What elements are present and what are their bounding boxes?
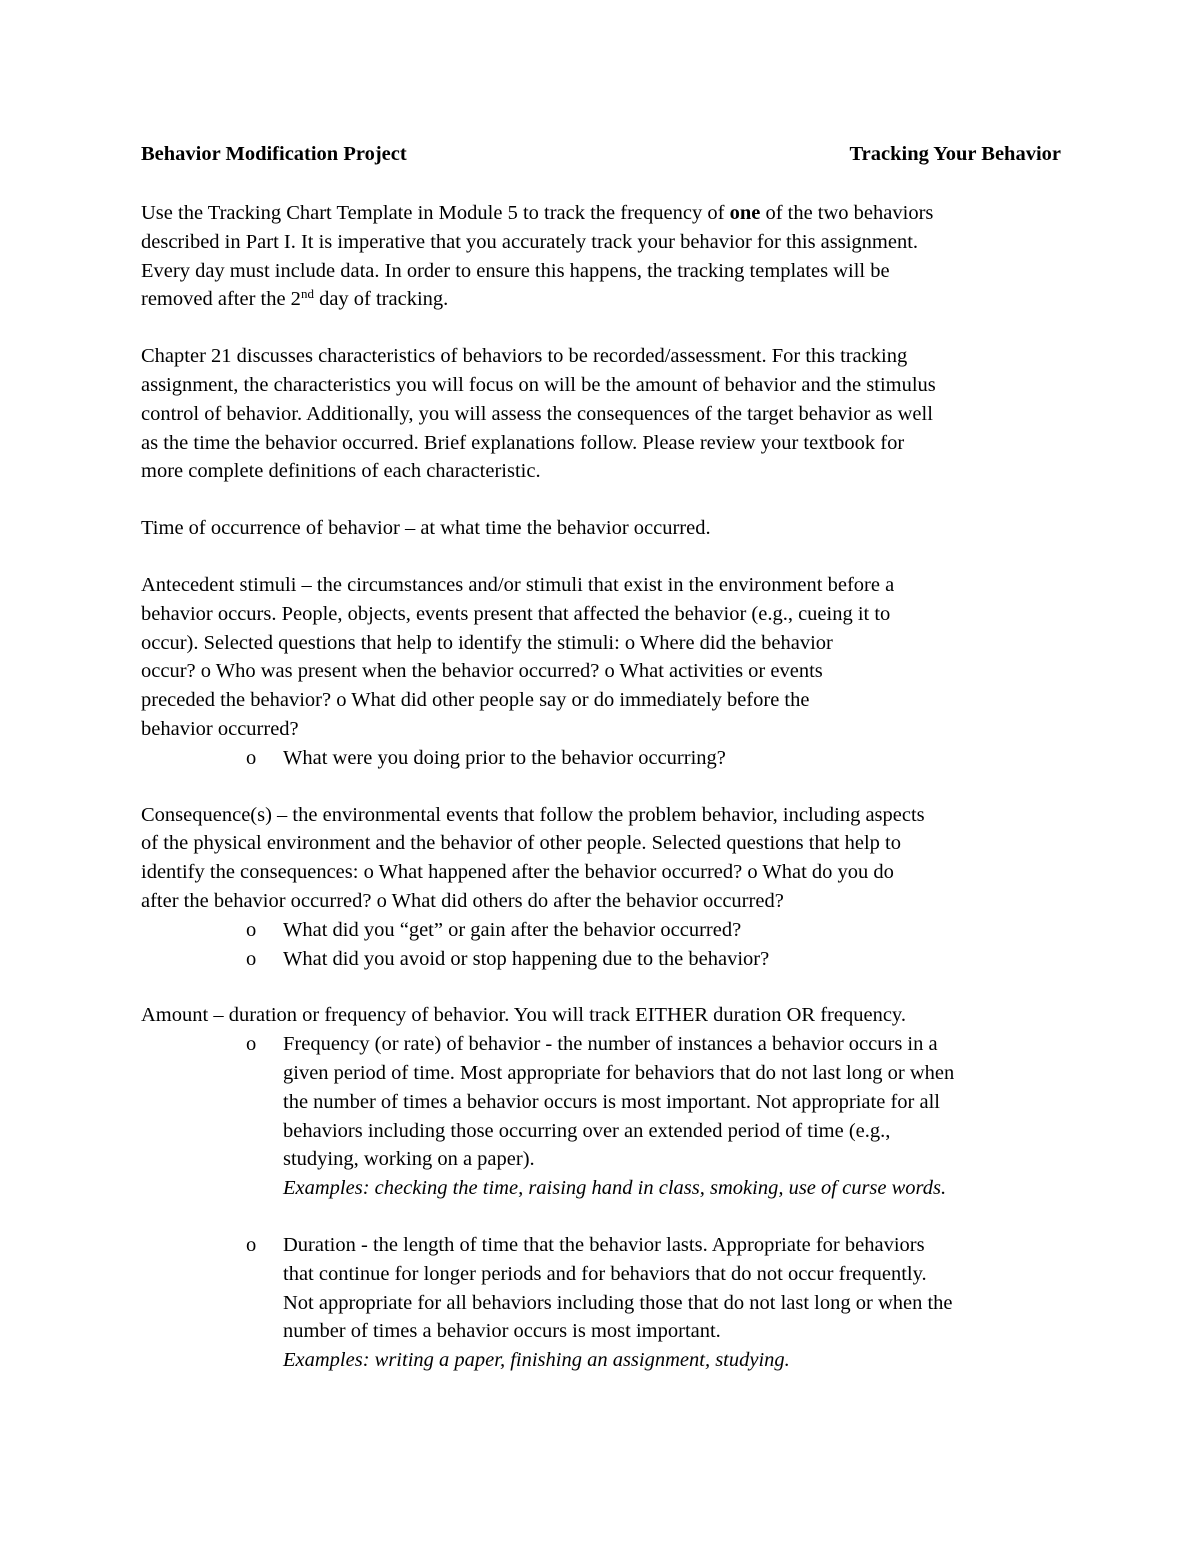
consequence-line: after the behavior occurred? o What did others do after the behavior occurred?	[141, 889, 784, 912]
document-header	[141, 140, 1061, 169]
duration-paragraph	[141, 1231, 1061, 1375]
frequency-line: behaviors including those occurring over an extended period of time (e.g.,	[283, 1119, 891, 1142]
chapter-line: more complete definitions of each characteristic.	[141, 460, 541, 483]
chapter-line: Chapter 21 discusses characteristics of behaviors to be recorded/assessment. For this tracking	[141, 345, 908, 368]
document-page	[141, 140, 1061, 1403]
duration-line: Not appropriate for all behaviors including those that do not last long or when the	[283, 1291, 953, 1314]
project-title: Behavior Modification Project	[141, 143, 407, 165]
antecedent-line: occur? o Who was present when the behavior occurred? o What activities or events	[141, 660, 823, 683]
intro-line-1: Use the Tracking Chart Template in Module 5 to track the frequency of one of the two behaviors	[141, 202, 934, 224]
frequency-line: the number of times a behavior occurs is most important. Not appropriate for all	[283, 1090, 940, 1113]
amount-intro: Amount – duration or frequency of behavior. You will track EITHER duration OR frequency.	[141, 1004, 906, 1027]
antecedent-line: behavior occurred?	[141, 717, 299, 740]
list-item: o What did you avoid or stop happening due to the behavior?	[141, 945, 1061, 974]
antecedent-line: preceded the behavior? o What did other people say or do immediately before the	[141, 689, 810, 712]
chapter-line: assignment, the characteristics you will focus on will be the amount of behavior and the stimulus	[141, 373, 936, 396]
chapter-line: control of behavior. Additionally, you will assess the consequences of the target behavior as well	[141, 402, 933, 425]
intro-line-2: described in Part I. It is imperative that you accurately track your behavior for this assignment.	[141, 230, 919, 253]
frequency-line: given period of time. Most appropriate for behaviors that do not last long or when	[283, 1061, 955, 1084]
intro-line-3: Every day must include data. In order to ensure this happens, the tracking templates will be	[141, 259, 890, 282]
duration-line: that continue for longer periods and for behaviors that do not occur frequently.	[283, 1262, 927, 1285]
duration-examples: Examples: writing a paper, finishing an assignment, studying.	[283, 1349, 790, 1372]
frequency-item: o Frequency (or rate) of behavior - the number of instances a behavior occurs in a	[141, 1030, 1061, 1059]
consequence-line: Consequence(s) – the environmental events that follow the problem behavior, including aspects	[141, 803, 925, 826]
bullet-marker: o	[246, 947, 257, 970]
section-title: Tracking Your Behavior	[849, 143, 1061, 165]
duration-line: number of times a behavior occurs is most important.	[283, 1320, 721, 1343]
bullet-marker: o	[246, 746, 257, 769]
bullet-marker: o	[246, 1033, 257, 1056]
list-item: o What did you “get” or gain after the behavior occurred?	[141, 916, 1061, 945]
time-paragraph	[141, 514, 1061, 543]
frequency-examples: Examples: checking the time, raising hand in class, smoking, use of curse words.	[283, 1177, 947, 1200]
amount-paragraph	[141, 1001, 1061, 1203]
antecedent-line: occur). Selected questions that help to identify the stimuli: o Where did the behavior	[141, 631, 833, 654]
consequence-line: of the physical environment and the behavior of other people. Selected questions that help to	[141, 832, 901, 855]
chapter-paragraph	[141, 342, 1061, 486]
consequence-line: identify the consequences: o What happened after the behavior occurred? o What do you do	[141, 861, 894, 884]
bullet-marker: o	[246, 1233, 257, 1256]
list-item: o What were you doing prior to the behavior occurring?	[141, 744, 1061, 773]
consequence-paragraph	[141, 801, 1061, 974]
intro-line-4: removed after the 2nd day of tracking.	[141, 286, 449, 311]
chapter-line: as the time the behavior occurred. Brief explanations follow. Please review your textbook for	[141, 431, 905, 454]
frequency-line: studying, working on a paper).	[283, 1148, 535, 1171]
antecedent-line: behavior occurs. People, objects, events present that affected the behavior (e.g., cueing it to	[141, 602, 891, 625]
time-definition: Time of occurrence of behavior – at what time the behavior occurred.	[141, 517, 711, 540]
antecedent-paragraph	[141, 571, 1061, 773]
intro-paragraph	[141, 199, 1061, 314]
antecedent-line: Antecedent stimuli – the circumstances and/or stimuli that exist in the environment before a	[141, 573, 895, 596]
bullet-marker: o	[246, 918, 257, 941]
duration-item: o Duration - the length of time that the behavior lasts. Appropriate for behaviors	[141, 1231, 1061, 1260]
